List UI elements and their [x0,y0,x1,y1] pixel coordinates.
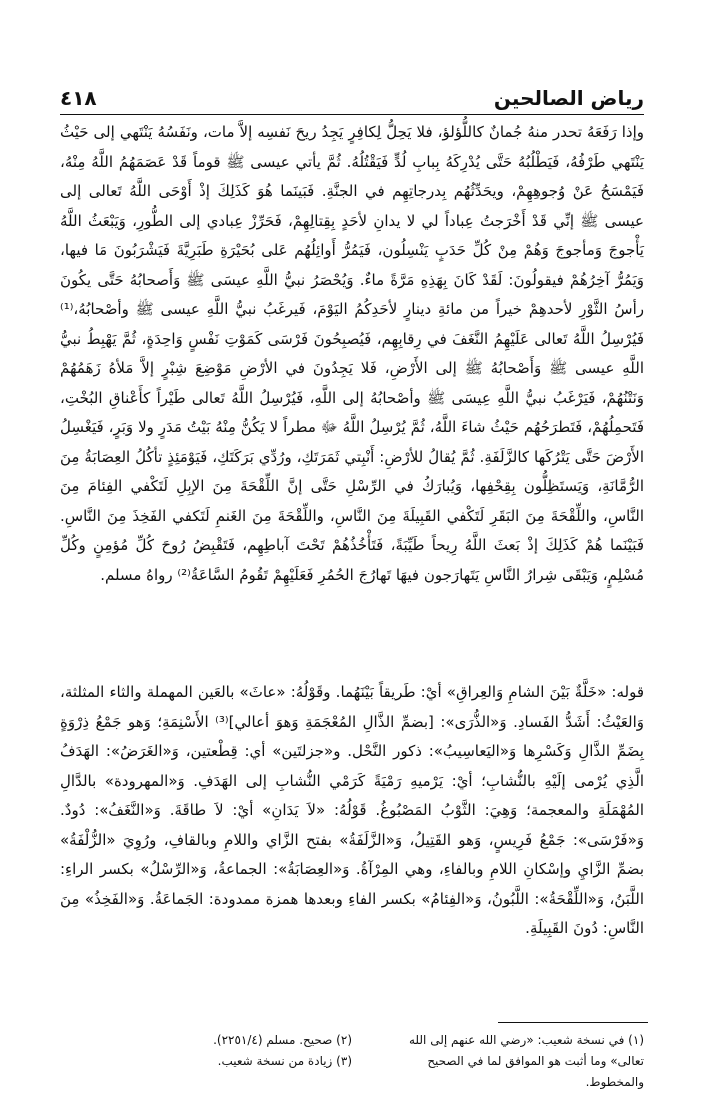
footnote-divider [498,1022,648,1023]
footnotes [60,1030,644,1093]
footnote-1-line3: والمخطوط. [585,1075,644,1089]
hadith-paragraph: وإذا رَفَعَهُ تحدر منهُ جُمانٌ كاللُّؤلؤ، فلا يَحِلُّ لِكافِرٍ يَجِدُ ريحَ نَفسِه إلاَّ مات، ونَفَسُهُ يَنْتَهي إلى حَيْثُ يَنْتَهي طَرْفُهُ، فَيَطْلُبُهُ حَتَّى يُدْرِكَهُ بِبابِ لُدٍّ فَيَقْتُلُهُ. ثُمَّ يأتي عيسى ﷺ قوماً قَدْ عَصَمَهُمُ اللَّهُ مِنْهُ، فَيَمْسَحُ عَنْ وُجوهِهِمْ، ويحَدِّثُهُم بِدرجاتِهِم في الجنَّةِ. فَبَينَما هُوَ كَذَلِكَ إذْ أَوْحَى اللَّهُ تَعالى إلى عيسى ﷺ إنِّي قَدْ أَخْرَجتُ عِباداً لي لا يدانِ لأحَدٍ بِقِتالِهِمْ، فَحَرِّزْ عِبادي إلى الطُّورِ، وَيَبْعَثُ اللَّهُ يَأْجوجَ وَمأجوجَ وَهُمْ مِنْ كُلِّ حَدَبٍ يَنْسِلُون، فَيَمُرُّ أَوائِلُهُم عَلى بُحَيْرَةِ طَبَرِيَّةَ فَيَشْرَبُونَ مَا فيها، وَيَمُرُّ آخِرُهُمْ فيقولُونَ: لَقَدْ كَانَ بِهَذِهِ مَرَّةً ماءٌ. وَيُحْصَرُ نبيُّ اللَّهِ عيسَى ﷺ وَأَصحابُهُ حَتَّى يكُونَ رأسُ الثَّوْرِ لأحدهِمْ خيراً من مائةِ دينارٍ لأحَدِكُمُ اليَوْمَ، فَيرغَبُ نبيُّ اللَّهِ عيسى ﷺ وأصْحابُهُ،⁽¹⁾ فَيُرْسِلُ اللَّهُ تَعالى عَلَيْهِمُ النَّغَفَ في رِقابِهِم، فَيُصبِحُونَ فَرْسَى كَمَوْتِ نَفْسٍ وَاحِدَةٍ، ثُمَّ يَهْبِطُ نبيُّ اللَّهِ عيسى ﷺ وَأَصْحابُهُ ﷺ إلى الأَرْضِ، فَلا يَجِدُونَ في الأرْضِ مَوْضِعَ شِبْرٍ إلاَّ مَلأهُ زَهَمُهُمْ وَنَتْنُهُمْ، فَيَرْغَبُ نبيُّ اللَّهِ عِيسَى ﷺ وأصْحابُهُ إلى اللَّهِ، فَيُرْسِلُ اللَّهُ تَعالى طَيْراً كأَعْناقِ البُخْتِ، فَتَحمِلُهُمْ، فَتَطرَحُهُم حَيْثُ شاءَ اللَّهُ، ثُمَّ يُرْسِلُ اللَّهُ ﷻ مطراً لا يَكُنُّ مِنْهُ بَيْتُ مَدَرٍ ولا وَبَرٍ، فَيَغْسِلُ الأَرْضَ حَتَّى يَتْرُكَها كالزَّلَفَةِ. ثُمَّ يُقالُ للأرْضِ: أَنْبِتي ثَمَرَتَكِ، ورُدِّي بَرَكَتَكِ، فَيَوْمَئِذٍ تأكُلُ العِصَابَةُ مِنَ الرُّمَّانَةِ، وَيَستَظِلُّون بِقِحْفِها، وَيُبارَكُ في الرِّسْلِ حَتَّى إنَّ اللِّقْحَةَ مِنَ الإبِلِ لَتَكْفي الفِئامَ مِنَ النَّاسِ، واللِّقْحَةَ مِنَ البَقَرِ لَتَكْفي القَبِيلَةَ مِنَ النَّاسِ، واللِّقْحَةَ مِنَ الغَنمِ لَتَكفي الفَخِذَ مِنَ النَّاسِ. فَبَيْنَما هُمْ كَذَلِكَ إذْ بَعثَ اللَّهُ رِيحاً طَيِّبَةً، فَتَأْخُذُهُمْ تَحْتَ آباطِهِم، فَتَقْبِضُ رُوحَ كُلِّ مُؤمِنٍ وكُلِّ مُسْلِمٍ، وَيَبْقَى شِرارُ النَّاسِ يَتَهارَجون فيهَا تَهارُجَ الحُمُرِ فَعَلَيْهِمْ تَقُومُ السَّاعَةُ⁽²⁾ رواهُ مسلم. [60,123,644,584]
footnote-3: (٣) زيادة من نسخة شعيب. [217,1054,352,1068]
footnote-1-line1: (١) في نسخة شعيب: «رضي الله عنهم إلى الله [408,1033,644,1047]
explanation-section [60,678,644,944]
footnote-row [60,1030,644,1051]
book-title: رياض الصالحين [493,86,644,110]
explanation-paragraph: قوله: «خَلَّةٌ بَيْنَ الشامِ وَالعِراقِ» أيْ: طَريقاً بَيْنَهُما. وقَوْلُهُ: «عاثَ» بالعَين المهملة والثاء المثلثة، وَالعَيْثُ: أَشَدُّ الفَسادِ. وَ«الذُّرَى»: [بضمِّ الذَّالِ المُعْجَمَةِ وَهوَ أعالي]⁽³⁾ الأَسْنِمَةِ؛ وَهو جَمْعُ ذِرْوَةٍ بِضَمِّ الذَّالِ وَكَسْرِها وَ«اليَعاسِيبُ»: ذكور النَّحْل. و«جزلتَين» أي: قِطْعتين، وَ«الغَرَضُ»: الهَدَفُ الَّذِي يُرْمى إلَيْهِ بالنُّشابِ؛ أيْ: يَرْميهِ رَمْيَةً كَرَمْي النُّشابِ إلى الهَدَفِ. وَ«المهرودة» بالدَّالِ المُهْمَلَةِ والمعجمة؛ وَهِيَ: الثَّوْبُ المَصْبُوغُ. قَوْلُهُ: «لاَ يَدَانِ» أيْ: لاَ طاقَةَ. وَ«النَّغَفُ»: دُودٌ. وَ«فَرْسَى»: جَمْعُ فَرِيسٍ، وَهو القَتِيلُ، وَ«الزَّلَفَةُ» بفتح الزَّاي واللامِ وبالقافِ، ورُوِيَ «الزُّلْفَةُ» بضمِّ الزَّايِ وإسْكانِ اللامِ وبالفاءِ، وهي المِرْآةُ. وَ«العِصَابَةُ»: الجماعةُ، وَ«الرِّسْلُ» بكسر الراءِ: اللَّبَنُ، وَ«اللِّقْحَةُ»: اللَّبُونُ، وَ«الفِئامُ» بكسر الفاءِ وبعدها همزة ممدودة: الجَماعَةُ. وَ«الفَخِذُ» مِنَ النَّاسِ: دُونَ القَبِيلَةِ. [60,683,644,937]
footnote-row [60,1051,644,1072]
hadith-body [60,118,644,590]
page-header [60,86,644,115]
footnote-1-line2: تعالى» وما أثبت هو الموافق لما في الصحيح [427,1054,644,1068]
page-number: ٤١٨ [60,86,97,110]
footnote-row [60,1072,644,1093]
footnote-2: (٢) صحيح. مسلم (٢٢٥١/٤). [213,1033,352,1047]
